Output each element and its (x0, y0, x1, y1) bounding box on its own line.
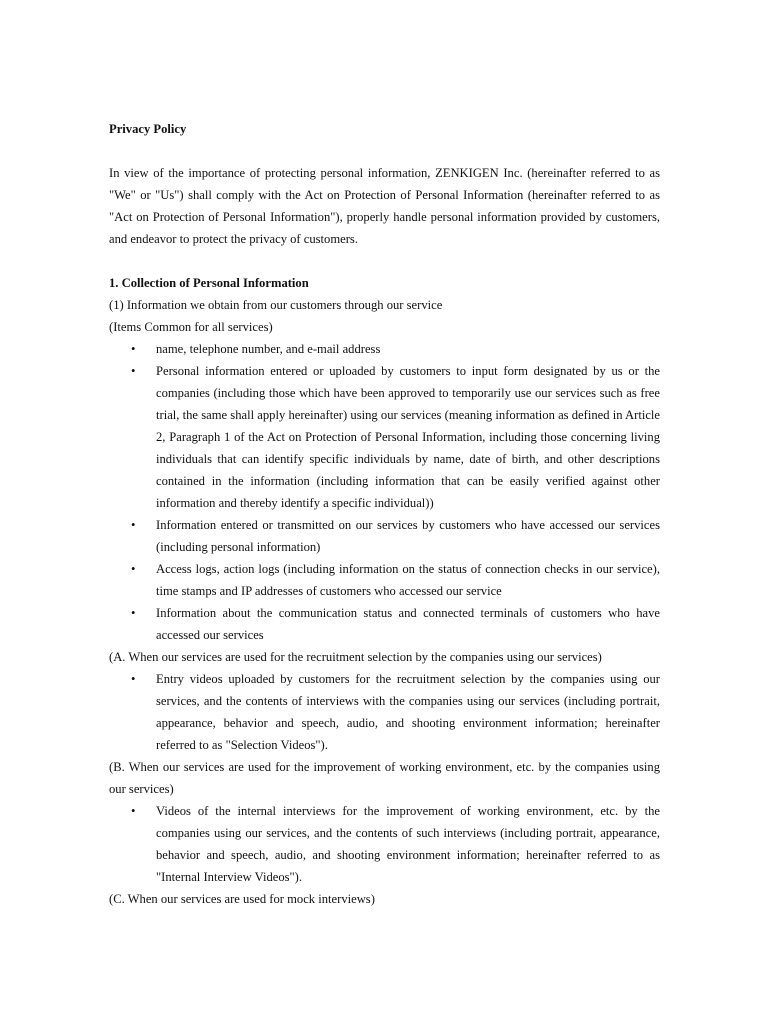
bullet-icon: • (131, 364, 136, 378)
list-item (109, 558, 660, 602)
bullet-icon: • (131, 804, 136, 818)
spacer (109, 250, 660, 272)
group-a-list (109, 668, 660, 756)
bullet-icon: • (131, 606, 136, 620)
bullet-icon: • (131, 518, 136, 532)
intro-paragraph: In view of the importance of protecting personal information, ZENKIGEN Inc. (hereinafter referred to as "We" or "Us") shall comply with the Act on Protection of Personal Information (hereinafter referred to as "Act on Protection of Personal Information"), properly handle personal information provided by customers, and endeavor to protect the privacy of customers. (109, 166, 660, 246)
list-item (109, 602, 660, 646)
bullet-icon: • (131, 562, 136, 576)
list-item (109, 514, 660, 558)
common-items-list (109, 338, 660, 646)
section-subheading: (1) Information we obtain from our customers through our service (109, 298, 443, 312)
bullet-icon: • (131, 672, 136, 686)
list-item (109, 668, 660, 756)
list-item-text: Entry videos uploaded by customers for the recruitment selection by the companies using our services, and the contents of interviews with the companies using our services (including portrait, appearance, behavior and speech, audio, and shooting environment information; hereinafter referred to as "Selection Videos"). (156, 672, 660, 752)
list-item-text: Information entered or transmitted on our services by customers who have accessed our services (including personal information) (156, 518, 660, 554)
section-heading: 1. Collection of Personal Information (109, 276, 309, 290)
list-item-text: Personal information entered or uploaded by customers to input form designated by us or the companies (including those which have been approved to temporarily use our services such as free trial, the same shall apply hereinafter) using our services (meaning information as defined in Article 2, Paragraph 1 of the Act on Protection of Personal Information, including those concerning living individuals that can identify specific individuals by name, date of birth, and other descriptions contained in the information (including information that can be easily verified against other information and thereby identify a specific individual)) (156, 364, 660, 510)
group-a-label: (A. When our services are used for the recruitment selection by the companies using our services) (109, 650, 602, 664)
group-b-list (109, 800, 660, 888)
spacer (109, 140, 660, 162)
common-items-label: (Items Common for all services) (109, 320, 273, 334)
list-item (109, 338, 660, 360)
bullet-icon: • (131, 342, 136, 356)
document-title: Privacy Policy (109, 122, 187, 136)
list-item (109, 360, 660, 514)
list-item-text: Information about the communication status and connected terminals of customers who have accessed our services (156, 606, 660, 642)
document-page (109, 118, 660, 910)
list-item-text: Videos of the internal interviews for the improvement of working environment, etc. by the companies using our services, and the contents of such interviews (including portrait, appearance, behavior and speech, audio, and shooting environment information; hereinafter referred to as "Internal Interview Videos"). (156, 804, 660, 884)
list-item (109, 800, 660, 888)
group-b-label: (B. When our services are used for the improvement of working environment, etc. by the companies using our services) (109, 760, 660, 796)
list-item-text: Access logs, action logs (including information on the status of connection checks in our service), time stamps and IP addresses of customers who accessed our service (156, 562, 660, 598)
list-item-text: name, telephone number, and e-mail address (156, 342, 381, 356)
group-c-label: (C. When our services are used for mock interviews) (109, 892, 375, 906)
